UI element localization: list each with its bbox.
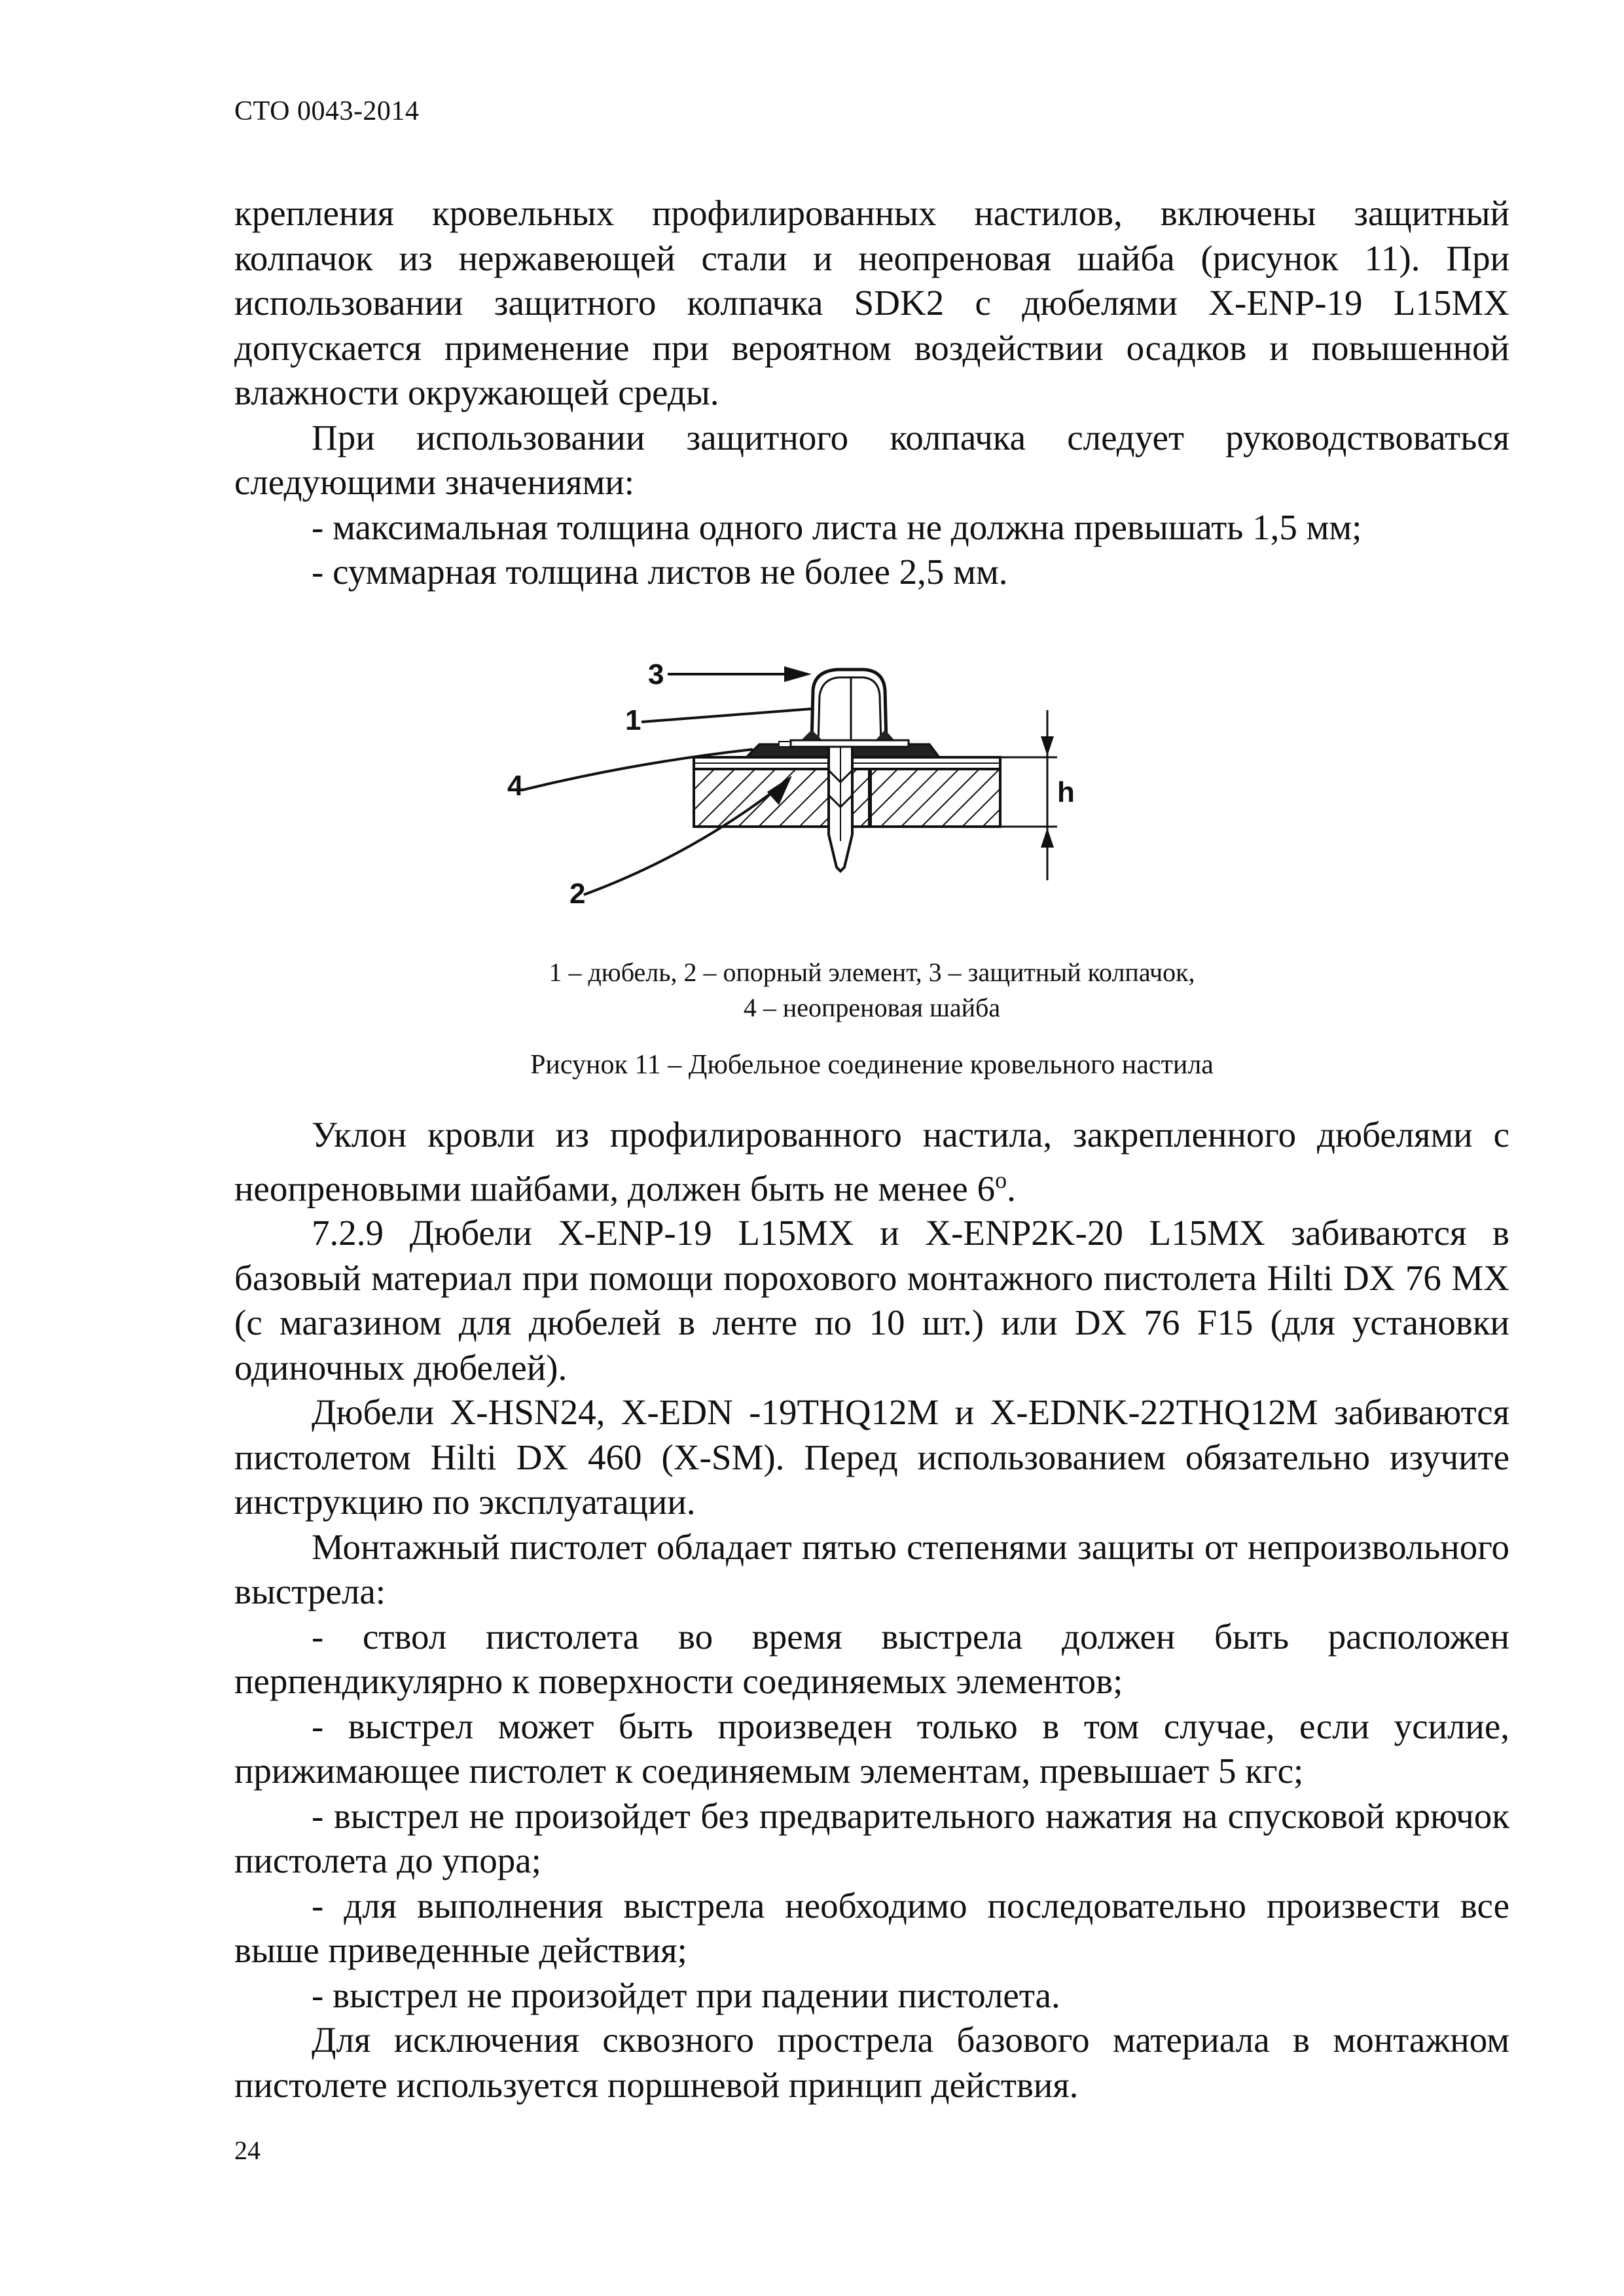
slope-end: . <box>1007 1168 1016 1208</box>
degree-sign: о <box>995 1166 1007 1193</box>
list-item: - для выполнения выстрела необходимо последовательно произвести все выше приведенные действия; <box>234 1885 1509 1971</box>
figure-title: Рисунок 11 – Дюбельное соединение кровельного настила <box>530 1050 1214 1080</box>
list-item: - выстрел не произойдет без предварительного нажатия на спусковой крючок пистолета до упора; <box>234 1795 1509 1881</box>
dowel-connection-figure <box>471 645 1191 920</box>
list-item: - суммарная толщина листов не более 2,5 мм. <box>312 552 1008 592</box>
document-code-header: СТО 0043-2014 <box>234 96 420 126</box>
list-item: - максимальная толщина одного листа не должна превышать 1,5 мм; <box>312 507 1362 547</box>
legend-line: 1 – дюбель, 2 – опорный элемент, 3 – защитный колпачок, <box>549 958 1195 987</box>
label-1: 1 <box>625 704 641 736</box>
top-text-block <box>234 191 1509 595</box>
slope-text: Уклон кровли из профилированного настила, закрепленного дюбелями с неопреновыми шайбами, должен быть не менее 6 <box>234 1115 1509 1208</box>
paragraph: Монтажный пистолет обладает пятью степенями защиты от непроизвольного выстрела: <box>234 1526 1509 1612</box>
legend-line: 4 – неопреновая шайба <box>743 993 1001 1022</box>
paragraph: 7.2.9 Дюбели X-ENP-19 L15MX и X-ENP2K-20 L15MX забиваются в базовый материал при помощи порохового монтажного пистолета Hilti DX 76 MX (с магазином для дюбелей в ленте по 10 шт.) или DX 76 F15 (для установки одиночных дюбелей). <box>234 1213 1509 1388</box>
paragraph: крепления кровельных профилированных настилов, включены защитный колпачок из нержавеющей стали и неопреновая шайба (рисунок 11). При использовании защитного колпачка SDK2 с дюбелями X-ENP-19 L15MX допускается применение при вероятном воздействии осадков и повышенной влажности окружающей среды. <box>234 193 1509 412</box>
paragraph: При использовании защитного колпачка следует руководствоваться следующими значениями: <box>234 417 1509 502</box>
paragraph: Дюбели X-HSN24, X-EDN -19THQ12M и X-EDNK-22THQ12M забиваются пистолетом Hilti DX 460 (X-SM). Перед использованием обязательно изучите инструкцию по эксплуатации. <box>234 1392 1509 1522</box>
protective-cap <box>812 670 886 743</box>
list-item: - ствол пистолета во время выстрела должен быть расположен перпендикулярно к поверхности соединяемых элементов; <box>234 1616 1509 1702</box>
bottom-text-block <box>234 1113 1509 2108</box>
list-item: - выстрел не произойдет при падении пистолета. <box>312 1975 1060 2015</box>
label-h: h <box>1057 776 1075 808</box>
figure-legend <box>234 955 1509 1026</box>
support-element-right <box>869 769 1000 827</box>
label-4: 4 <box>507 770 524 802</box>
paragraph: Для исключения сквозного прострела базового материала в монтажном пистолете используется поршневой принцип действия. <box>234 2020 1509 2105</box>
label-2: 2 <box>569 878 586 910</box>
paragraph-slope <box>234 1113 1509 1211</box>
list-item: - выстрел может быть произведен только в том случае, если усилие, прижимающее пистолет к соединяемым элементам, превышает 5 кгс; <box>234 1706 1509 1791</box>
label-3: 3 <box>648 658 664 691</box>
page-number: 24 <box>234 2136 261 2165</box>
